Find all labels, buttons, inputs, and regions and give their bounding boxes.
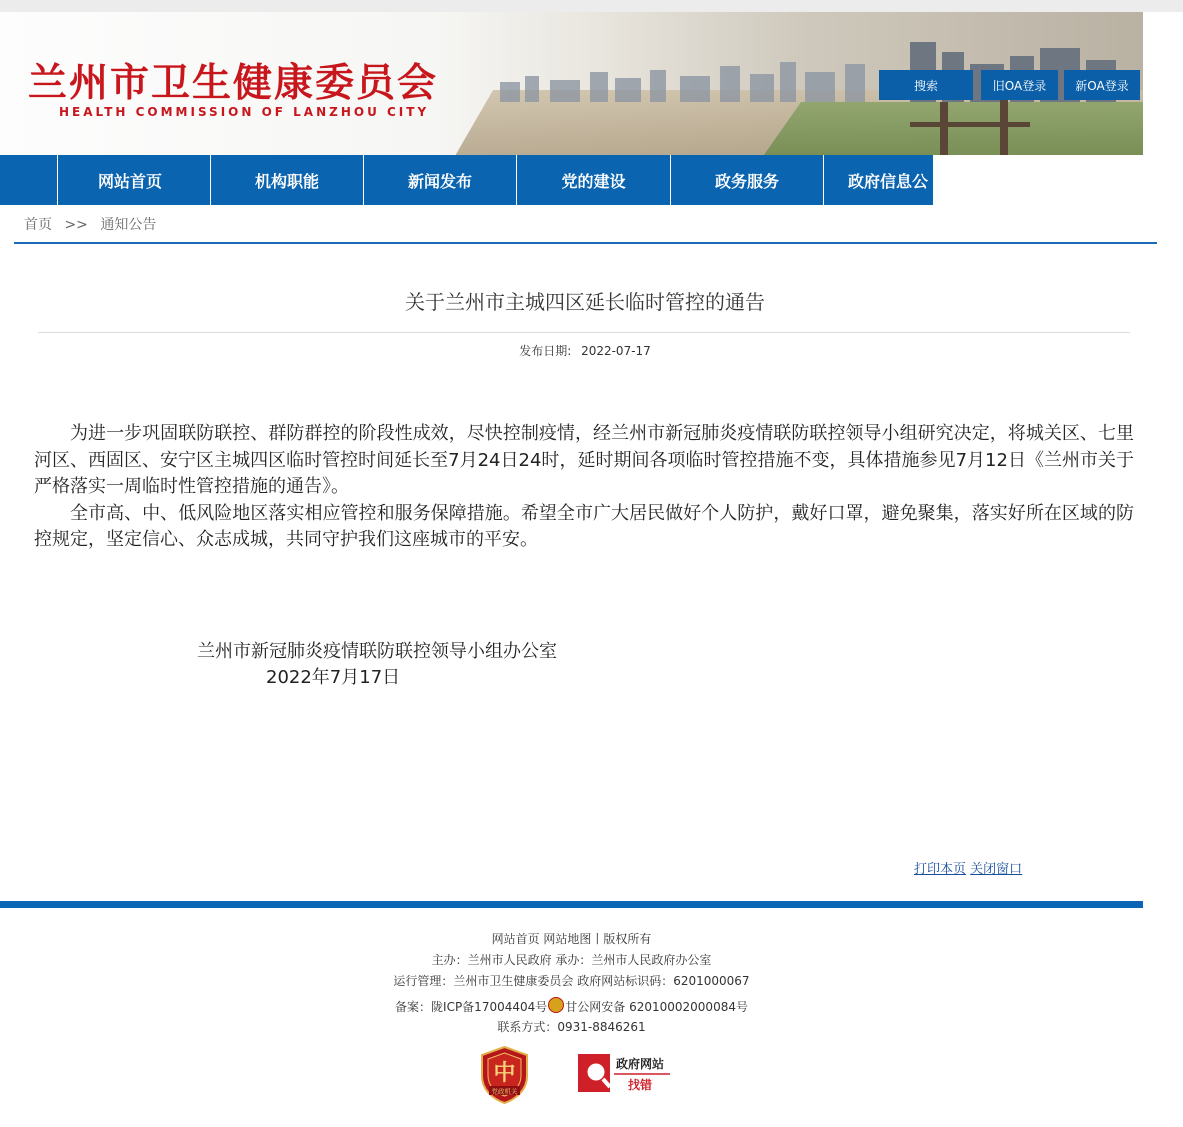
nav-spacer	[0, 155, 58, 205]
nav-item-news[interactable]: 新闻发布	[364, 155, 517, 205]
svg-text:中: 中	[493, 1060, 516, 1086]
old-oa-login-button[interactable]: 旧OA登录	[981, 70, 1058, 100]
police-emblem-icon	[548, 997, 564, 1013]
main-nav	[0, 155, 1143, 205]
search-button[interactable]: 搜索	[879, 70, 973, 100]
gov-site-error-report-icon[interactable]	[576, 1050, 672, 1096]
browser-top-strip	[0, 0, 1183, 12]
article-sign-date: 2022年7月17日	[266, 667, 401, 688]
new-oa-login-button[interactable]: 新OA登录	[1064, 70, 1140, 100]
publish-date-value: 2022-07-17	[581, 344, 651, 358]
site-subtitle: HEALTH COMMISSION OF LANZHOU CITY	[59, 105, 430, 119]
breadcrumb-current[interactable]: 通知公告	[100, 217, 157, 233]
nav-item-home[interactable]: 网站首页	[58, 155, 211, 205]
print-page-link[interactable]: 打印本页	[914, 862, 967, 877]
nav-item-gov-info[interactable]: 政府信息公	[848, 171, 929, 191]
nav-item-party-building[interactable]: 党的建设	[517, 155, 671, 205]
footer-divider	[0, 901, 1143, 908]
footer-contact: 联系方式：0931-8846261	[497, 1020, 646, 1034]
close-window-link[interactable]: 关闭窗口	[970, 862, 1023, 877]
publish-date	[0, 342, 1170, 359]
badge-find-error-label: 找错	[627, 1078, 653, 1092]
title-divider	[38, 332, 1130, 333]
header-banner	[0, 12, 1143, 155]
party-gov-badge-icon[interactable]	[480, 1046, 529, 1104]
nav-item-gov-services[interactable]: 政务服务	[671, 155, 824, 205]
footer-icp-link[interactable]: 陇ICP备17004404号	[431, 1000, 548, 1014]
article-tools	[914, 858, 1022, 877]
footer-sponsor: 主办：兰州市人民政府 承办：兰州市人民政府办公室	[431, 953, 712, 967]
article-paragraph: 全市高、中、低风险地区落实相应管控和服务保障措施。希望全市广大居民做好个人防护，戴好口罩，避免聚集，落实好所在区域的防控规定，坚定信心、众志成城，共同守护我们这座城市的平安。	[34, 502, 1134, 550]
breadcrumb	[24, 214, 164, 234]
footer-links[interactable]: 网站首页 网站地图丨版权所有	[491, 932, 652, 946]
breadcrumb-home-link[interactable]: 首页	[24, 217, 52, 233]
article-signature: 兰州市新冠肺炎疫情联防联控领导小组办公室	[197, 641, 557, 662]
footer-police-link[interactable]: 甘公网安备 62010002000084号	[565, 1000, 748, 1014]
article-paragraph: 为进一步巩固联防联控、群防群控的阶段性成效，尽快控制疫情，经兰州市新冠肺炎疫情联防联控领导小组研究决定，将城关区、七里河区、西固区、安宁区主城四区临时管控时间延长至7月24日24时，延时期间各项临时管控措施不变，具体措施参见7月12日《兰州市关于严格落实一周临时性管控措施的通告》。	[34, 423, 1134, 497]
footer-record-label: 备案：	[395, 1000, 432, 1014]
nav-item-organization[interactable]: 机构职能	[211, 155, 364, 205]
article-title: 关于兰州市主城四区延长临时管控的通告	[405, 290, 765, 314]
banner-bridge-tower	[940, 102, 948, 155]
banner-riverbank-image	[759, 102, 1143, 155]
party-gov-badge-text: 党政机关	[491, 1087, 518, 1096]
breadcrumb-divider	[14, 242, 1157, 244]
banner-bridge-tower	[910, 122, 1030, 127]
site-title: 兰州市卫生健康委员会	[28, 60, 439, 106]
breadcrumb-separator: >>	[64, 217, 88, 233]
footer-operator: 运行管理：兰州市卫生健康委员会 政府网站标识码：6201000067	[393, 974, 750, 988]
article-body	[34, 421, 1134, 554]
badge-gov-site-label: 政府网站	[615, 1057, 665, 1071]
footer-record	[0, 997, 1143, 1015]
publish-date-label: 发布日期:	[519, 344, 572, 358]
